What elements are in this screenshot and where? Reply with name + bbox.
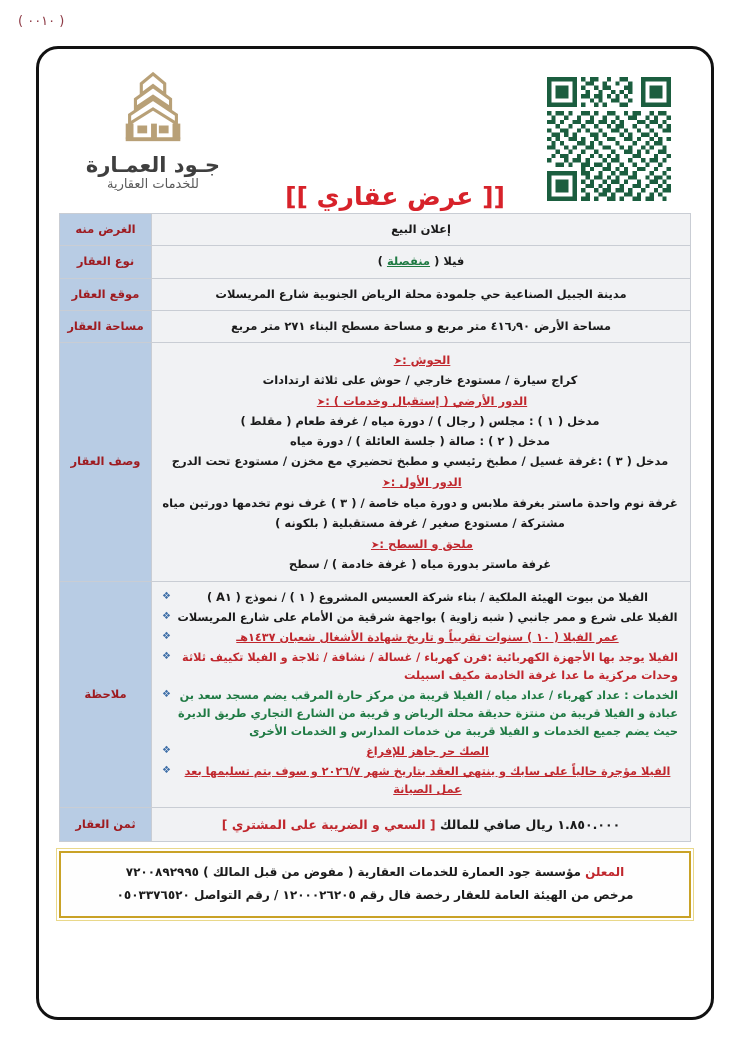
description-section-title: الدور الأول :: [390, 475, 462, 490]
note-text: الفيلا مؤجرة حالياً على سابك و ينتهي العقد بتاريخ شهر ٢٠٢٦/٧ و سوف يتم تسليمها بعد عمل الصيانة: [184, 764, 671, 797]
type-detached: منفصلة: [386, 254, 431, 269]
note-item: [162, 763, 678, 800]
description-line: مدخل ( ٣ ) :غرفة غسيل / مطبخ رئيسي و مطبخ تحضيري مع مخزن / مستودع تحت الدرج: [171, 454, 669, 469]
diamond-bullet-icon: ❖: [162, 630, 171, 642]
description-line: غرفة ماستر بدورة مياه ( غرفة خادمة ) / سطح: [288, 556, 552, 571]
note-text: الفيلا من بيوت الهيئة الملكية / بناء شركة العسيس المشروع ( ١ ) / نموذج ( A١ ): [206, 591, 648, 605]
brand-logo: [73, 69, 233, 193]
arrow-bullet-icon: ➤: [393, 356, 403, 367]
diamond-bullet-icon: ❖: [162, 764, 171, 776]
diamond-bullet-icon: ❖: [162, 591, 171, 603]
area-label: مساحة العقار: [60, 310, 152, 342]
advertiser-label: المعلن: [585, 865, 625, 880]
description-line: غرفة نوم واحدة ماستر بغرفة ملابس و دورة مياه خاصة / ( ٣ ) غرف نوم تخدمها دورتين مياه: [162, 495, 678, 510]
type-main: فيلا: [443, 254, 465, 269]
description-section-heading: [162, 474, 678, 491]
note-text: الخدمات : عداد كهرباء / عداد مياه / الفيلا قريبة من مركز حارة المرقب يضم مسجد سعد بن عبادة و الفيلا قريبة من منتزة حديقة محلة الرياض و قريبة من الشارع التجاري طريق الديرة حيث يضم جميع الخدمات و الفيلا قريبة من خدمات المدارس و الخدمات الأخرى: [177, 688, 678, 739]
note-item: [162, 629, 678, 647]
type-paren-close: ): [377, 254, 383, 269]
advertiser-line-1: [73, 861, 677, 884]
arrow-bullet-icon: ➤: [370, 539, 380, 551]
note-item: [162, 649, 678, 686]
notes-label: ملاحظة: [60, 581, 152, 807]
location-label: موقع العقار: [60, 278, 152, 310]
listing-table: [59, 213, 691, 842]
note-text: الصك حر جاهز للإفراغ: [366, 745, 489, 759]
table-row-description: [60, 343, 691, 582]
arrow-bullet-icon: ➤: [382, 478, 391, 490]
brand-subtitle: للخدمات العقارية: [106, 177, 200, 193]
description-section-title: ملحق و السطح :: [379, 536, 474, 551]
note-item: [162, 743, 678, 761]
table-row-purpose: [60, 214, 691, 246]
diamond-bullet-icon: ❖: [162, 650, 171, 662]
description-line: مدخل ( ٢ ) : صالة ( جلسة العائلة ) / دورة مياه: [289, 434, 551, 449]
diamond-bullet-icon: ❖: [162, 688, 171, 700]
table-row-type: [60, 246, 691, 278]
listing-card: [36, 46, 714, 1020]
description-line: مشتركة / مستودع صغير / غرفة مستقبلية ( بلكونه ): [275, 515, 565, 530]
note-item: [162, 589, 678, 607]
note-text: الفيلا يوجد بها الأجهزة الكهربائية :فرن كهرباء / غسالة / نشافة / ثلاجة و الفيلا تكييف ثلاثة وحدات مركزية ما عدا غرفة الخادمة مكيف اسبيلت: [182, 650, 678, 682]
purpose-label: الغرض منه: [60, 214, 152, 246]
type-paren-open: (: [434, 254, 440, 269]
advertiser-box: [59, 851, 691, 918]
price-value: [152, 808, 691, 842]
price-amount: ١.٨٥٠.٠٠٠: [557, 817, 621, 833]
diamond-bullet-icon: ❖: [162, 745, 171, 757]
diamond-bullet-icon: ❖: [162, 611, 171, 623]
card-header: [59, 63, 691, 213]
type-label: نوع العقار: [60, 246, 152, 278]
brand-name: جـود العمـارة: [85, 153, 221, 177]
arrow-bullet-icon: ➤: [316, 397, 326, 409]
offer-title: [[ عرض عقاري ]]: [285, 182, 505, 211]
purpose-value: إعلان البيع: [152, 214, 691, 246]
description-label: وصف العقار: [60, 343, 152, 582]
description-section-heading: [162, 352, 678, 369]
type-value: [152, 246, 691, 278]
price-bracket-note: [ السعي و الضريبة على المشتري ]: [221, 817, 436, 833]
price-unit: ريال صافي للمالك: [440, 817, 553, 833]
description-value: [152, 343, 691, 582]
price-label: ثمن العقار: [60, 808, 152, 842]
table-row-notes: [60, 581, 691, 807]
description-line: كراج سيارة / مستودع خارجي / حوش على ثلاثة ارتدادات: [262, 373, 578, 388]
description-section-heading: [162, 536, 678, 553]
description-section-heading: [162, 393, 678, 410]
note-text: الفيلا على شرع و ممر جانبي ( شبه زاوية ) بواجهة شرقية من الأمام على شارع المريسلات: [177, 611, 678, 625]
document-serial-number: ( ٠٠١٠ ): [18, 14, 65, 29]
table-row-location: [60, 278, 691, 310]
description-line: مدخل ( ١ ) : مجلس ( رجال ) / دورة مياه / غرفة طعام ( مقلط ): [240, 414, 600, 429]
jood-monogram-icon: [73, 69, 233, 147]
note-text: عمر الفيلا ( ١٠ ) سنوات تقريباً و تاريخ شهادة الأشغال شعبان ١٤٣٧هـ: [236, 630, 619, 644]
description-section-title: الدور الأرضي ( إستقبال وخدمات ) :: [325, 394, 528, 409]
location-value: مدينة الجبيل الصناعية حي جلمودة محلة الرياض الجنوبية شارع المريسلات: [152, 278, 691, 310]
table-row-area: [60, 310, 691, 342]
advertiser-line-2: مرخص من الهيئة العامة للعقار رخصة فال رقم ١٢٠٠٠٢٦٢٠٥ / رقم التواصل ٠٥٠٣٣٧٦٥٢٠: [116, 887, 634, 902]
description-section-title: الحوش :: [402, 353, 451, 367]
notes-value: [152, 581, 691, 807]
table-row-price: [60, 808, 691, 842]
area-value: مساحة الأرض ٤١٦٫٩٠ متر مربع و مساحة مسطح البناء ٢٧١ متر مربع: [152, 310, 691, 342]
note-item: [162, 609, 678, 627]
note-item: [162, 687, 678, 742]
advertiser-details: مؤسسة جود العمارة للخدمات العقارية ( مفوض من قبل المالك ) ٧٢٠٠٨٩٢٩٩٥: [125, 865, 581, 880]
